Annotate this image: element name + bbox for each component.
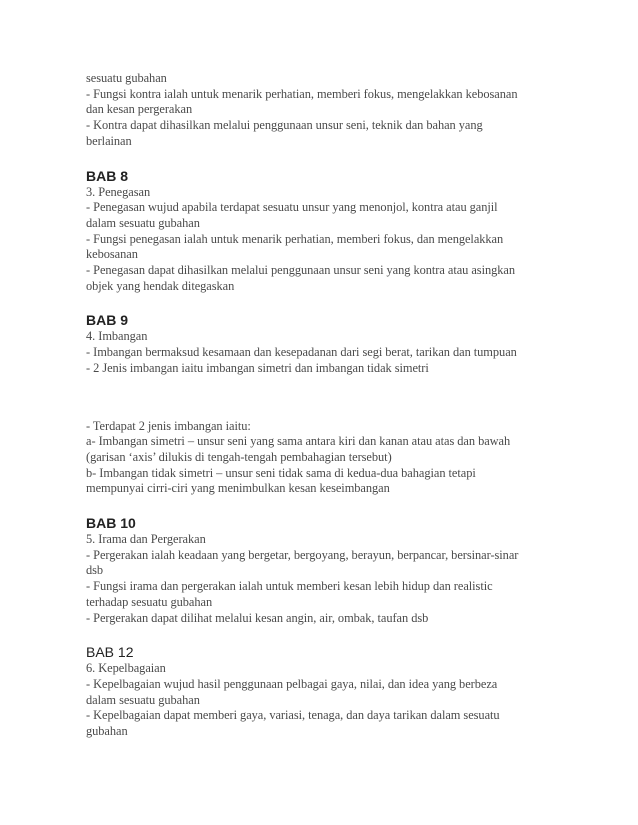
text-line: - Kontra dapat dihasilkan melalui penggunaan unsur seni, teknik dan bahan yang (86, 118, 483, 133)
text-line: - Fungsi penegasan ialah untuk menarik perhatian, memberi fokus, dan mengelakkan (86, 231, 504, 246)
text-line: - Terdapat 2 jenis imbangan iaitu: (86, 418, 251, 433)
text-line: a- Imbangan simetri – unsur seni yang sama antara kiri dan kanan atau atas dan bawah (86, 434, 511, 449)
text-line: dalam sesuatu gubahan (86, 692, 200, 707)
section-gap (86, 294, 556, 312)
section-bab-12 (86, 644, 556, 740)
section-bab-9 (86, 312, 556, 497)
text-line: - Fungsi kontra ialah untuk menarik perhatian, memberi fokus, mengelakkan kebosanan (86, 86, 518, 101)
text-line: - Fungsi irama dan pergerakan ialah untuk memberi kesan lebih hidup dan realistic (86, 579, 493, 594)
text-line: berlainan (86, 133, 132, 148)
section-subtitle: 6. Kepelbagaian (86, 661, 166, 676)
section-bab-10 (86, 515, 556, 626)
text-line: objek yang hendak ditegaskan (86, 278, 235, 293)
text-line: (garisan ‘axis’ dilukis di tengah-tengah pembahagian tersebut) (86, 449, 392, 464)
text-line: - Kepelbagaian dapat memberi gaya, variasi, tenaga, dan daya tarikan dalam sesuatu (86, 708, 500, 723)
section-heading: BAB 9 (86, 312, 129, 329)
section-subtitle: 3. Penegasan (86, 184, 151, 199)
text-line: - Pergerakan dapat dilihat melalui kesan angin, air, ombak, taufan dsb (86, 610, 429, 625)
text-line: terhadap sesuatu gubahan (86, 594, 213, 609)
section-bab-8 (86, 168, 556, 295)
text-line: mempunyai cirri-ciri yang menimbulkan kesan keseimbangan (86, 481, 390, 496)
text-line: dan kesan pergerakan (86, 102, 193, 117)
section-heading: BAB 12 (86, 644, 134, 661)
text-line: - Penegasan dapat dihasilkan melalui penggunaan unsur seni yang kontra atau asingkan (86, 263, 516, 278)
intro-paragraph (86, 71, 556, 150)
section-subtitle: 4. Imbangan (86, 329, 148, 344)
section-gap (86, 150, 556, 168)
section-heading: BAB 8 (86, 167, 129, 184)
document-page (86, 71, 556, 740)
paragraph-gap (86, 377, 556, 419)
section-gap (86, 497, 556, 515)
text-line: dsb (86, 563, 104, 578)
text-line: dalam sesuatu gubahan (86, 215, 200, 230)
text-line: - 2 Jenis imbangan iaitu imbangan simetri dan imbangan tidak simetri (86, 360, 429, 375)
text-line: gubahan (86, 724, 128, 739)
text-line: - Imbangan bermaksud kesamaan dan kesepadanan dari segi berat, tarikan dan tumpuan (86, 345, 517, 360)
text-line: - Penegasan wujud apabila terdapat sesuatu unsur yang menonjol, kontra atau ganjil (86, 200, 498, 215)
text-line: - Pergerakan ialah keadaan yang bergetar, bergoyang, berayun, berpancar, bersinar-sinar (86, 547, 519, 562)
section-subtitle: 5. Irama dan Pergerakan (86, 532, 206, 547)
text-line: b- Imbangan tidak simetri – unsur seni tidak sama di kedua-dua bahagian tetapi (86, 465, 476, 480)
section-gap (86, 626, 556, 644)
section-heading: BAB 10 (86, 515, 136, 532)
text-line: sesuatu gubahan (86, 71, 167, 85)
text-line: kebosanan (86, 247, 138, 262)
text-line: - Kepelbagaian wujud hasil penggunaan pelbagai gaya, nilai, dan idea yang berbeza (86, 676, 498, 691)
